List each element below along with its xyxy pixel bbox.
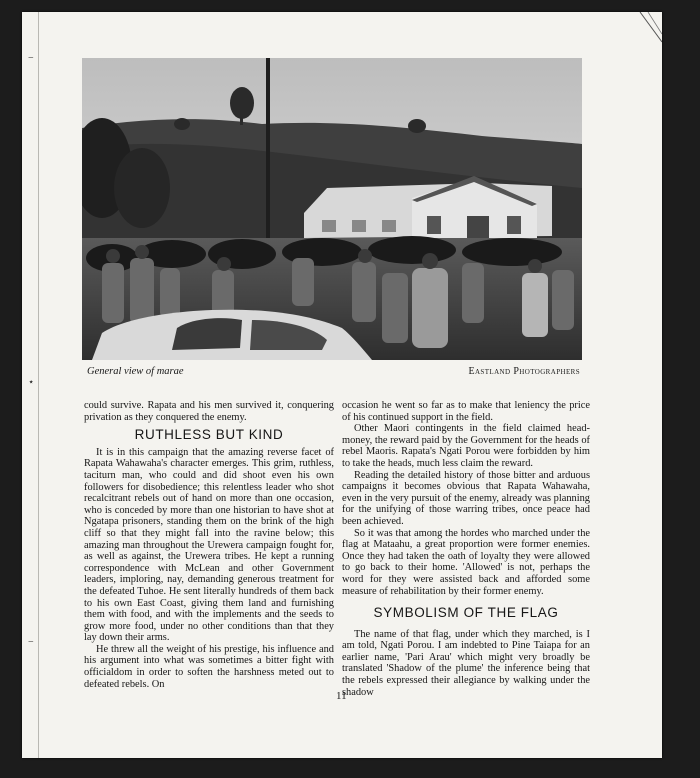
marae-photo-illustration — [82, 58, 582, 360]
binding-mark: − — [28, 53, 34, 64]
right-column — [342, 400, 590, 698]
right-paragraph: Reading the detailed history of those bitter and arduous campaigns it becomes obvious that Rapata Wahawaha, even in the very pursuit of the enemy, already was planning for the unifying of those warring tribes, once peace had been achieved. — [342, 469, 590, 527]
section-heading-ruthless-but-kind: RUTHLESS BUT KIND — [134, 427, 284, 443]
photo-caption: General view of marae — [87, 366, 184, 377]
binding-mark: − — [28, 637, 34, 648]
section-heading-symbolism-of-the-flag: SYMBOLISM OF THE FLAG — [373, 605, 559, 621]
right-paragraph: Other Maori contingents in the field claimed head-money, the reward paid by the Government for the heads of rebel Maoris. Rapata's Ngati Porou were forbidden by him to take the heads, much less claim the reward. — [342, 423, 590, 469]
page-number: 11 — [336, 690, 347, 702]
left-column-intro: could survive. Rapata and his men survived it, conquering privation as they conquered the enemy. — [84, 400, 334, 423]
binding-mark: ⋆ — [28, 377, 35, 388]
left-paragraph: It is in this campaign that the amazing reverse facet of Rapata Wahawaha's character emerges. This grim, ruthless, taciturn man, who could and did shoot even his own followers for disobedience; this relentless leader who shot recalcitrant rebels out of hand on more than one occasion, who is conceded by more than one historian to have shot at Ngatapa prisoners, standing them on the brink of the high cliff so that they might fall into the ravine below; this amazing man throughout the Urewera campaign fought for, as well as against, the Urewera tribes. He kept a running correspondence with McLean and other Government leaders, imploring, nay, demanding generous treatment for the defeated Tuhoe. He sent literally hundreds of them back to his own East Coast, giving them land and furnishing them with food, and with the implements and the seeds to grow more food, under no other conditions than that they lay down their arms. — [84, 446, 334, 644]
photo-credit: Eastland Photographers — [468, 366, 580, 377]
marae-photograph — [82, 58, 582, 360]
right-paragraph: So it was that among the hordes who marched under the flag at Mataahu, a great proportion were former enemies. Once they had taken the oath of loyalty they were allowed to go back to their home. 'Allowed' is not, perhaps the word for they were assisted back and afforded some measure of rehabilitation by their former enemy. — [342, 527, 590, 597]
page-corner-curl — [638, 12, 662, 46]
right-closing-paragraph: The name of that flag, under which they marched, is I am told, Ngati Porou. I am indebted to Pine Taiapa for an earlier name, 'Pari Arau' which might very broadly be translated 'Shadow of the plume' the inference being that the rebels expressed their allegiance by walking under the shadow — [342, 628, 590, 698]
binding-fold-line — [38, 12, 39, 758]
left-paragraph: He threw all the weight of his prestige, his influence and his argument into what was sometimes a bitter fight with officialdom in order to soften the harshness meted out to defeated rebels. On — [84, 643, 334, 690]
left-column — [84, 400, 334, 690]
right-column-intro: occasion he went so far as to make that leniency the price of his continued support in the field. — [342, 400, 590, 423]
